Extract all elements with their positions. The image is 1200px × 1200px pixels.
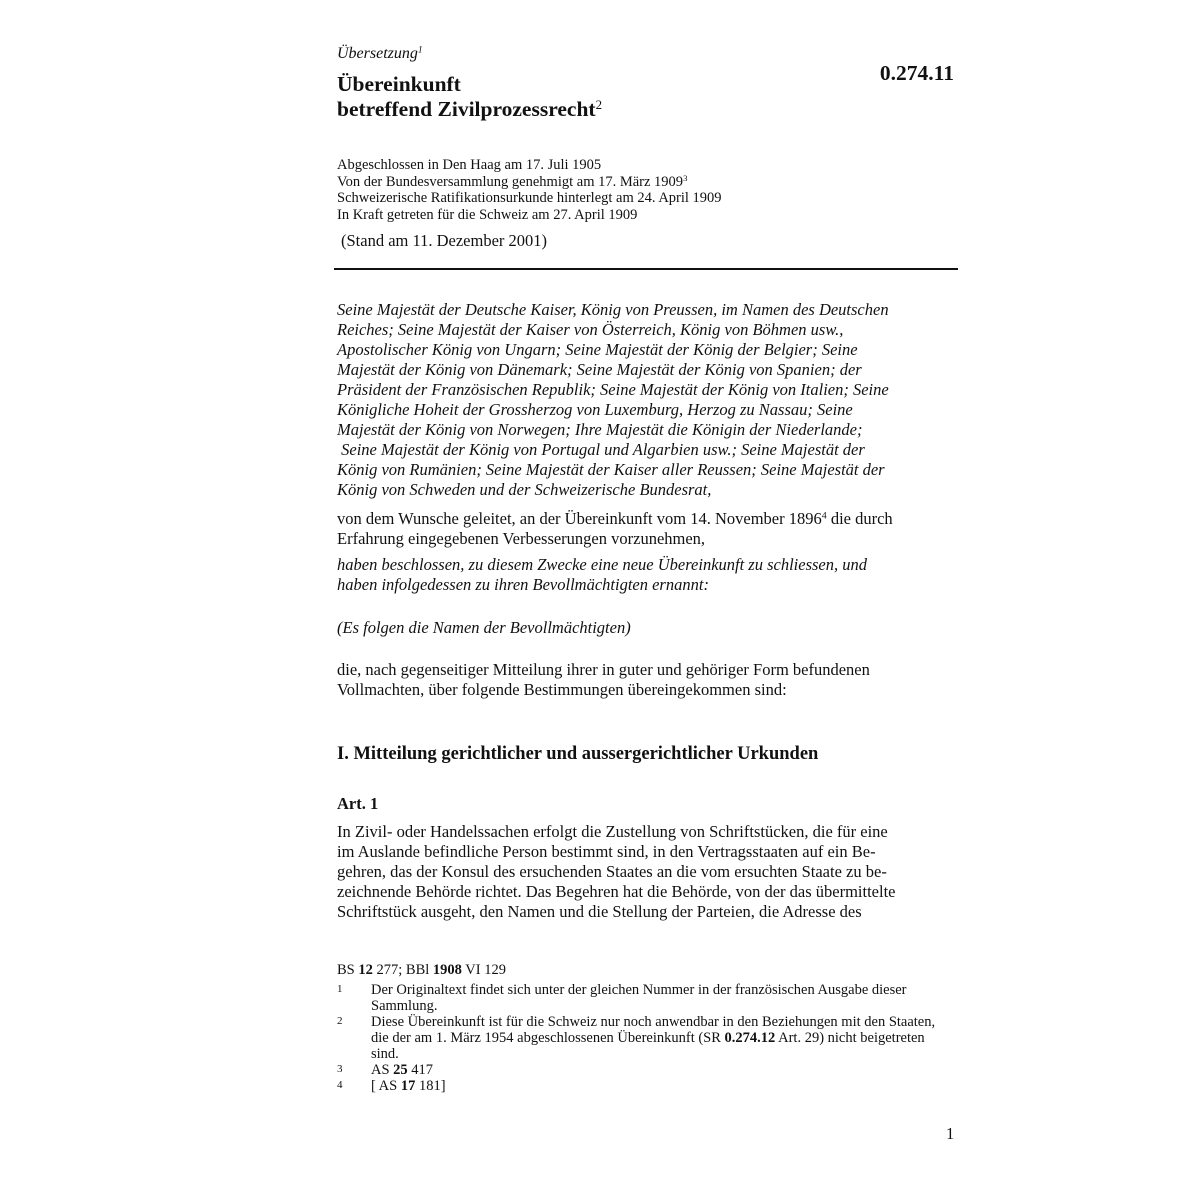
plenipotentiaries-note: (Es folgen die Namen der Bevollmächtigten) [337,618,631,637]
preamble-wish: von dem Wunsche geleitet, an der Übereinkunft vom 14. November 1896$^4$ die durch Erfahrung eingegebenen Verbesserungen vorzunehmen, [337,509,893,548]
footnote-ref[interactable]: 2 [595,97,603,112]
footnote-ref[interactable]: 4 [821,510,827,522]
footnote: 1 Der Originaltext findet sich unter der gleichen Nummer in der französischen Ausgabe dieser Sammlung. [337,982,907,1014]
version-date: (Stand am 11. Dezember 2001) [341,231,548,250]
header-divider [334,268,958,270]
sr-number: 0.274.11 [879,61,954,85]
document-title: Übereinkunft betreffend Zivilprozessrecht$^2$ [337,72,603,121]
translation-label: Übersetzung$^1$ [337,44,423,62]
preamble-parties: Seine Majestät der Deutsche Kaiser, König von Preussen, im Namen des Deutschen Reiches; Seine Majestät der Kaiser von Österreich, König von Böhmen usw., Apostolischer König von Ungarn; Seine Majestät der König der Belgier; Seine Majestät der König von Dänemark; Seine Majestät der König von Spanien; der Präsident der Französischen Republik; Seine Majestät der König von Italien; Seine Königliche Hoheit der Grossherzog von Luxemburg, Herzog zu Nassau; Seine Majestät der König von Norwegen; Ihre Majestät die Königin der Niederlande; Seine Majestät der König von Portugal und Algarbien usw.; Seine Majestät der König von Rumänien; Seine Majestät der Kaiser aller Reussen; Seine Majestät der König von Schweden und der Schweizerische Bundesrat, [337,300,889,499]
footnote: 3 AS 25 417 [337,1062,434,1078]
article-label: Art. 1 [337,794,379,813]
footnotes [337,962,957,1094]
page-number: 1 [946,1124,955,1143]
preamble-decision: haben beschlossen, zu diesem Zwecke eine neue Übereinkunft zu schliessen, und haben infolgedessen zu ihren Bevollmächtigten ernannt: [337,555,868,594]
footnote-ref[interactable]: 3 [683,172,688,183]
document-metadata: Abgeschlossen in Den Haag am 17. Juli 1905 Von der Bundesversammlung genehmigt am 17. März 1909$^3$ Schweizerische Ratifikationsurkunde hinterlegt am 24. April 1909 In Kraft getreten für die Schweiz am 27. April 1909 [337,157,722,223]
footnote: 2 Diese Übereinkunft ist für die Schweiz nur noch anwendbar in den Beziehungen mit den Staaten, die der am 1. März 1954 abgeschlossenen Übereinkunft (SR 0.274.12 Art. 29) nicht beigetreten sind. [337,1014,936,1062]
source-reference: BS 12 277; BBl 1908 VI 129 [337,962,506,978]
article-text: In Zivil- oder Handelssachen erfolgt die Zustellung von Schriftstücken, die für eine im Auslande befindliche Person bestimmt sind, in den Vertragsstaaten auf ein Be- gehren, das der Konsul des ersuchenden Staates an die vom ersuchten Staate zu be- zeichnende Behörde richtet. Das Begehren hat die Behörde, von der das übermittelte Schriftstück ausgeht, den Namen und die Stellung der Parteien, die Adresse des [337,822,896,921]
preamble-agreement: die, nach gegenseitiger Mitteilung ihrer in guter und gehöriger Form befundenen Vollmachten, über folgende Bestimmungen übereingekommen sind: [337,660,870,699]
footnote: 4 [ AS 17 181] [337,1078,446,1094]
footnote-ref[interactable]: 1 [417,44,423,56]
section-heading: I. Mitteilung gerichtlicher und aussergerichtlicher Urkunden [337,744,819,764]
